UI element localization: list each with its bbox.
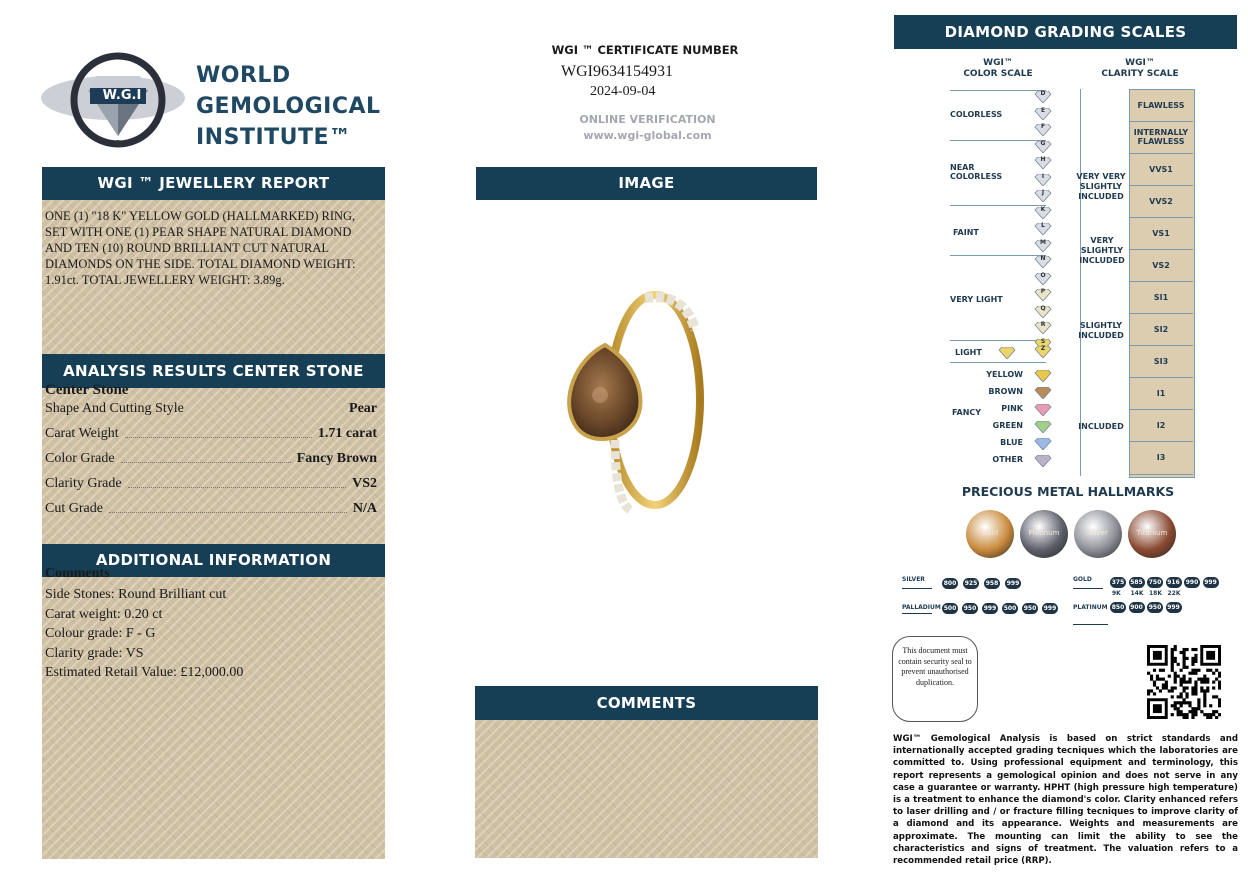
qr-code[interactable]	[1147, 645, 1221, 719]
clarity-scale-border	[1080, 89, 1129, 476]
comment-line: Carat weight: 0.20 ct	[45, 606, 163, 622]
color-scale-divider	[950, 255, 1046, 256]
color-grade-gem	[1034, 321, 1052, 333]
color-group-colorless: COLORLESS	[950, 110, 1003, 119]
hallmark-coin	[966, 510, 1014, 558]
fancy-color-label: BROWN	[988, 387, 1023, 396]
color-grade-letter: I	[1041, 172, 1045, 180]
fancy-color-gem	[1034, 386, 1052, 398]
clarity-grade-cell: SI1	[1129, 281, 1193, 314]
color-grade-letter: D	[1040, 90, 1046, 97]
color-group-faint: FAINT	[953, 228, 979, 237]
fancy-color-label: YELLOW	[986, 370, 1023, 379]
color-group-light: LIGHT	[955, 348, 982, 357]
logo	[38, 48, 188, 148]
light-sample-gem	[998, 346, 1016, 358]
ring-photo	[545, 290, 715, 515]
palladium-hallmark: 999	[1043, 605, 1057, 612]
silver-hallmark: 999	[1006, 580, 1020, 587]
color-grade-letter: R	[1040, 321, 1046, 328]
gold-karat-label: 14K	[1130, 590, 1144, 597]
color-grade-letter: K	[1040, 205, 1046, 213]
comments-header: COMMENTS	[475, 686, 818, 720]
certificate-number: WGI9634154931	[561, 63, 673, 80]
row-label: Carat Weight	[45, 426, 119, 441]
color-grade-letter: J	[1041, 189, 1045, 196]
fancy-color-gem	[1034, 420, 1052, 432]
logo-text: W.G.I	[102, 88, 142, 103]
color-grade-gem	[1034, 288, 1052, 300]
clarity-scale-title-1: WGI™	[1125, 58, 1155, 68]
fancy-color-label: OTHER	[992, 455, 1023, 464]
brand-line-1: WORLD	[196, 63, 291, 88]
clarity-group-si: SLIGHTLY INCLUDED	[1078, 321, 1124, 340]
color-grade-gem	[1034, 156, 1052, 168]
fancy-color-label: GREEN	[992, 421, 1023, 430]
color-grade-letter: L	[1041, 222, 1045, 229]
row-value: Fancy Brown	[296, 451, 377, 466]
hallmark-coin	[1128, 510, 1176, 558]
row-value: 1.71 carat	[317, 426, 377, 441]
analysis-row-cut	[45, 501, 377, 517]
color-grade-gem	[1034, 90, 1052, 102]
comments-panel	[475, 720, 818, 858]
fancy-color-gem	[1034, 403, 1052, 415]
gold-hallmark: 999	[1204, 579, 1217, 586]
hallmark-coin	[1020, 510, 1068, 558]
scales-header: DIAMOND GRADING SCALES	[894, 15, 1237, 49]
palladium-hallmark: 500	[1003, 605, 1017, 612]
analysis-row-shape	[45, 401, 377, 417]
analysis-row-clarity	[45, 476, 377, 492]
image-header: IMAGE	[476, 167, 817, 200]
row-label: Color Grade	[45, 451, 115, 466]
color-grade-gem	[1034, 206, 1052, 218]
color-grade-gem	[1034, 140, 1052, 152]
additional-lines	[45, 585, 243, 683]
fancy-color-label: BLUE	[1000, 438, 1023, 447]
color-grade-gem	[1034, 255, 1052, 267]
report-description: ONE (1) "18 K" YELLOW GOLD (HALLMARKED) RING, SET WITH ONE (1) PEAR SHAPE NATURAL DIAMOND AND TEN (10) ROUND BRILLIANT CUT NATURAL DIAMONDS ON THE SIDE. TOTAL DIAMOND WEIGHT: 1.91ct. TOTAL JEWELLERY WEIGHT: 3.89g.	[45, 209, 356, 287]
verification-label: ONLINE VERIFICATION	[579, 113, 716, 126]
row-value: Pear	[349, 401, 377, 416]
platinum-hallmark: 850	[1111, 604, 1125, 611]
clarity-grade-cell: VVS1	[1129, 153, 1193, 186]
hallmark-coin-label: Silver	[1088, 529, 1108, 537]
clarity-group-vvsi: VERY VERY SLIGHTLY INCLUDED	[1076, 172, 1126, 201]
hallmark-underline	[1073, 624, 1108, 625]
color-scale-title	[948, 58, 1048, 80]
color-scale-title-2: COLOR SCALE	[963, 69, 1033, 79]
silver-hallmark: 800	[943, 580, 957, 587]
color-grade-gem	[1034, 345, 1052, 357]
report-header: WGI ™ JEWELLERY REPORT	[42, 167, 385, 200]
color-grade-letter: G	[1040, 139, 1046, 147]
hallmark-underline	[902, 613, 932, 614]
color-grade-letter: O	[1040, 271, 1046, 279]
color-grade-gem	[1034, 107, 1052, 119]
color-grade-letter: E	[1040, 106, 1046, 114]
row-value: VS2	[352, 476, 377, 491]
comment-line: Estimated Retail Value: £12,000.00	[45, 665, 244, 680]
palladium-hallmark: 950	[1023, 605, 1037, 612]
hallmark-underline	[1073, 588, 1103, 589]
color-grade-letter: M	[1040, 238, 1046, 246]
analysis-row-color	[45, 451, 377, 467]
palladium-label: PALLADIUM	[902, 604, 941, 611]
row-label: Cut Grade	[45, 501, 103, 516]
color-grade-letter: Q	[1040, 304, 1046, 312]
color-grade-letter: S	[1040, 337, 1046, 345]
brand-name	[196, 60, 381, 153]
platinum-label: PLATINUM	[1073, 604, 1108, 611]
color-scale-divider	[950, 90, 1046, 91]
color-scale-title-1: WGI™	[983, 58, 1013, 68]
silver-hallmark: 925	[964, 580, 978, 587]
color-grade-letter: H	[1040, 156, 1046, 163]
palladium-hallmark: 999	[983, 605, 997, 612]
fancy-color-label: PINK	[1001, 404, 1023, 413]
clarity-grade-cell: I1	[1129, 377, 1193, 410]
gold-label: GOLD	[1073, 576, 1092, 583]
clarity-group-i: INCLUDED	[1078, 422, 1124, 431]
clarity-grade-cell: VS2	[1129, 249, 1193, 282]
color-scale-divider	[950, 140, 1046, 141]
hallmarks-title: PRECIOUS METAL HALLMARKS	[961, 484, 1175, 499]
clarity-grade-cell: INTERNALLY FLAWLESS	[1129, 121, 1193, 154]
color-scale-divider	[950, 205, 1046, 206]
disclaimer: WGI™ Gemological Analysis is based on strict standards and internationally accepted grading tecniques which the laboratories are committed to. Using professional equipment and terminology, this report represents a gemological opinion and does not serve in any case a guarantee or warranty. HPHT (high pressure high temperature) is a treatment to enhance the diamond's color. Clarity enhanced refers to laser drilling and / or fracture filling tecniques to improve clarity of a diamond and its appearance. Weights and measurements are approximate. The mounting can limit the ability to see the characteristics and signs of treatment. The valuation refers to a recommended retail price (RRP).	[893, 734, 1238, 867]
color-grade-letter: Z	[1040, 345, 1046, 352]
fancy-color-gem	[1034, 437, 1052, 449]
gold-hallmark: 750	[1148, 579, 1162, 586]
additional-subtitle: Comments	[45, 566, 110, 581]
color-grade-letter: N	[1040, 255, 1046, 262]
color-grade-gem	[1034, 305, 1052, 317]
clarity-scale-title	[1080, 58, 1200, 80]
clarity-grade-cell: I3	[1129, 441, 1193, 475]
row-label: Shape And Cutting Style	[45, 401, 184, 416]
platinum-hallmark: 950	[1148, 604, 1162, 611]
clarity-grade-cell: FLAWLESS	[1129, 89, 1193, 122]
brand-line-3: INSTITUTE™	[196, 125, 352, 150]
clarity-grade-cell: VVS2	[1129, 185, 1193, 218]
gold-hallmark: 916	[1167, 579, 1180, 586]
color-scale-divider	[950, 340, 1046, 341]
hallmark-coin-label: Platinum	[1028, 529, 1060, 537]
clarity-grade-cell: VS1	[1129, 217, 1193, 250]
hallmark-coin-label: Gold	[981, 529, 999, 537]
clarity-scale-title-2: CLARITY SCALE	[1101, 69, 1179, 79]
comment-line: Side Stones: Round Brilliant cut	[45, 587, 227, 602]
silver-hallmark: 958	[985, 580, 999, 587]
color-grade-gem	[1034, 189, 1052, 201]
gold-hallmark: 585	[1130, 579, 1143, 586]
color-grade-gem	[1034, 173, 1052, 185]
verification-url[interactable]: www.wgi-global.com	[583, 129, 712, 142]
color-grade-letter: P	[1040, 288, 1046, 295]
row-value: N/A	[352, 501, 377, 516]
gold-hallmark: 375	[1111, 579, 1125, 586]
certificate-label: WGI ™ CERTIFICATE NUMBER	[551, 43, 739, 57]
hallmark-underline	[902, 588, 932, 589]
clarity-grade-cell: I2	[1129, 409, 1193, 442]
analysis-header: ANALYSIS RESULTS CENTER STONE	[42, 354, 385, 388]
hallmark-coin	[1074, 510, 1122, 558]
row-label: Clarity Grade	[45, 476, 122, 491]
brand-line-2: GEMOLOGICAL	[196, 94, 381, 119]
gold-karat-label: 22K	[1167, 590, 1181, 597]
color-grade-letter: F	[1040, 123, 1046, 130]
palladium-hallmark: 950	[963, 605, 977, 612]
gold-karat-label: 18K	[1149, 590, 1162, 597]
color-scale-divider	[950, 362, 1046, 363]
clarity-grade-cell: SI3	[1129, 345, 1193, 378]
analysis-subtitle: Center Stone	[45, 382, 129, 398]
gold-hallmark: 990	[1185, 579, 1199, 586]
color-grade-gem	[1034, 123, 1052, 135]
certificate-date: 2024-09-04	[590, 84, 656, 99]
color-grade-gem	[1034, 222, 1052, 234]
palladium-hallmark: 500	[943, 605, 957, 612]
platinum-hallmark: 900	[1130, 604, 1143, 611]
silver-label: SILVER	[902, 576, 925, 583]
color-group-fancy: FANCY	[952, 408, 982, 417]
additional-header: ADDITIONAL INFORMATION	[42, 544, 385, 577]
gold-karat-label: 9K	[1112, 590, 1121, 597]
color-group-very-light: VERY LIGHT	[950, 295, 1003, 304]
clarity-grade-cell: SI2	[1129, 313, 1193, 346]
hallmark-coin-label: Titanium	[1136, 529, 1168, 537]
color-group-near-colorless: NEAR COLORLESS	[950, 163, 1003, 181]
comment-line: Clarity grade: VS	[45, 645, 144, 661]
comment-line: Colour grade: F - G	[45, 626, 156, 641]
fancy-color-gem	[1034, 454, 1052, 466]
platinum-hallmark: 999	[1167, 604, 1180, 611]
analysis-row-carat	[45, 426, 377, 442]
security-seal-text: This document must contain security seal to prevent unauthorised duplication.	[898, 646, 972, 687]
color-grade-gem	[1034, 272, 1052, 284]
fancy-color-gem	[1034, 369, 1052, 381]
color-grade-gem	[1034, 239, 1052, 251]
clarity-group-vsi: VERY SLIGHTLY INCLUDED	[1079, 236, 1125, 265]
